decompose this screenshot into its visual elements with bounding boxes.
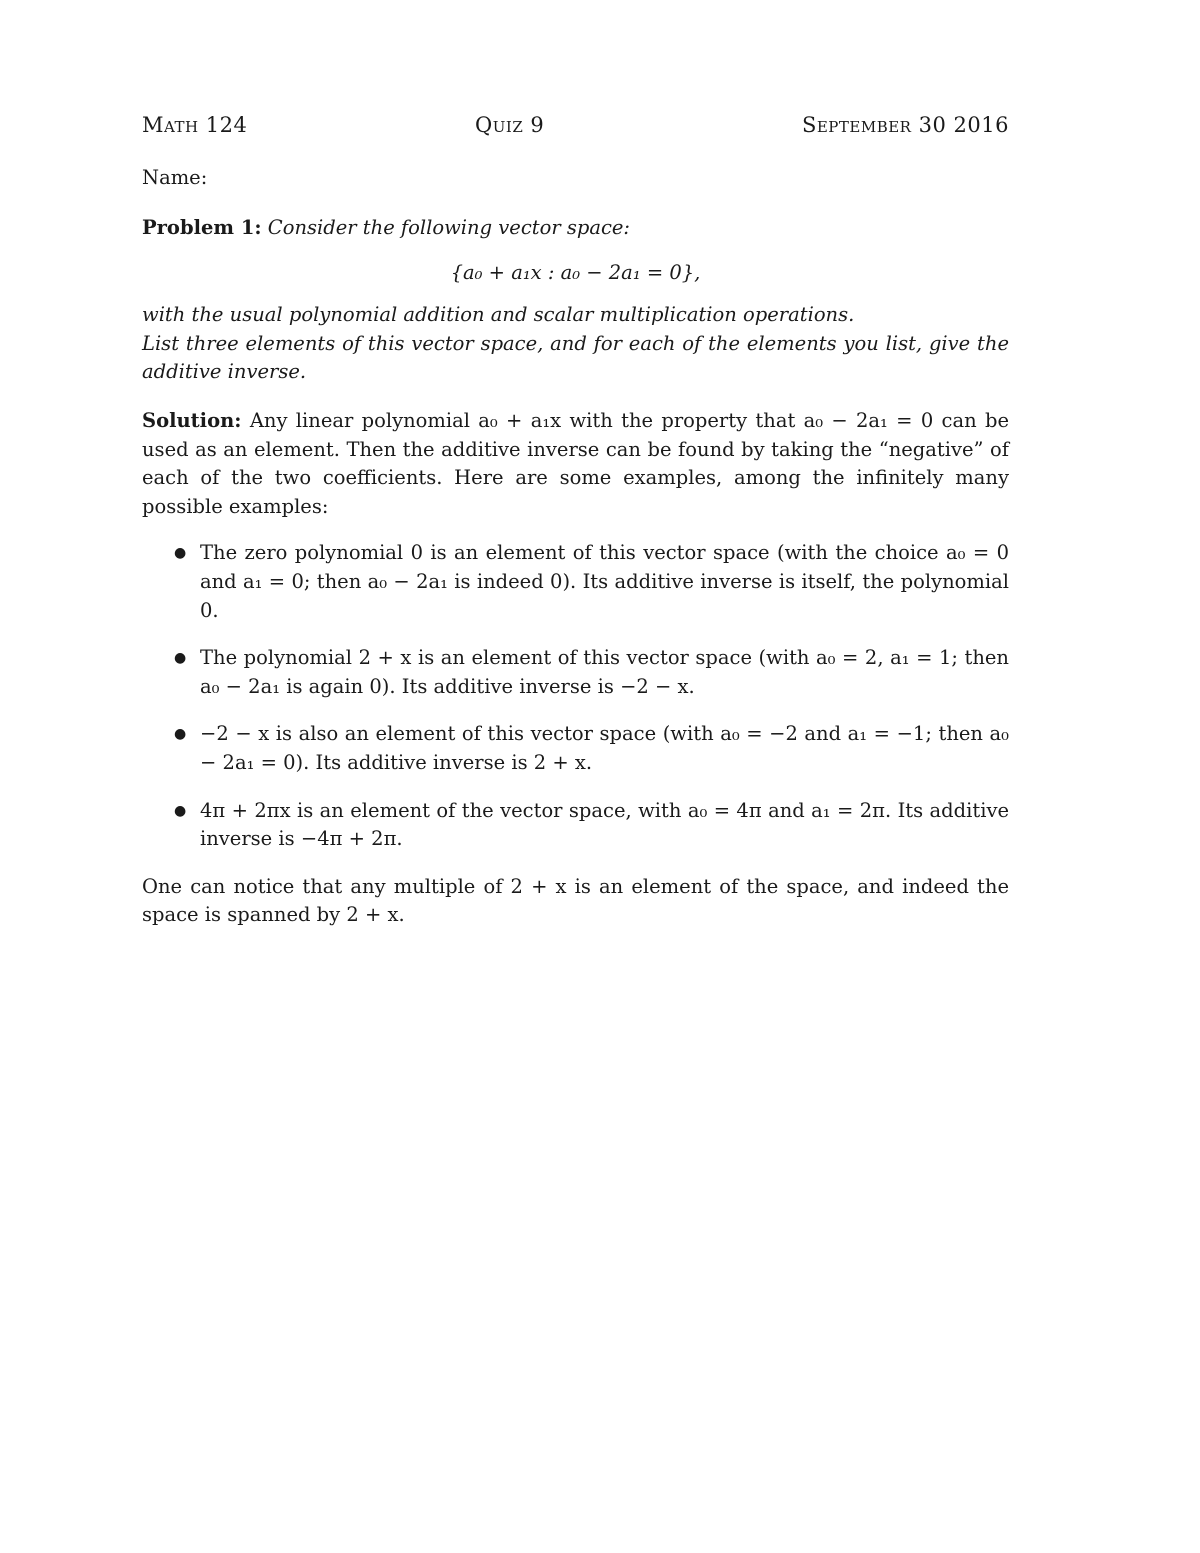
quiz-date: September 30 2016 (801, 112, 1009, 137)
course-title: Math 124 (142, 112, 248, 137)
problem-label: Problem 1: (142, 216, 262, 239)
list-item: ● The zero polynomial 0 is an element of this vector space (with the choice a₀ = 0 and a₁ = 0; then a₀ − 2a₁ is indeed 0). Its additive inverse is itself, the polynomial 0. (174, 541, 1009, 622)
problem-line-3: List three elements of this vector space, and for each of the elements you list, give the additive inverse. (142, 331, 1009, 384)
list-item: ● 4π + 2πx is an element of the vector space, with a₀ = 4π and a₁ = 2π. Its additive inverse is −4π + 2π. (174, 798, 1009, 851)
bullet-icon: ● (174, 545, 187, 562)
problem-line-2: with the usual polynomial addition and scalar multiplication operations. (142, 303, 855, 327)
bullet-icon: ● (174, 726, 187, 743)
problem-statement (142, 214, 1009, 243)
closing-paragraph: One can notice that any multiple of 2 + x is an element of the space, and indeed the space is spanned by 2 + x. (142, 874, 1009, 927)
problem-prompt: Consider the following vector space: (267, 216, 630, 239)
solution-text: Any linear polynomial a₀ + a₁x with the property that a₀ − 2a₁ = 0 can be used as an element. Then the additive inverse can be found by taking the “negative” of each of the two coefficients. Here are some examples, among the infinitely many possible examples: (142, 408, 1009, 518)
name-field-label: Name: (142, 166, 208, 189)
bullet-icon: ● (174, 802, 187, 819)
quiz-title: Quiz 9 (475, 112, 545, 137)
example-list (142, 539, 1009, 853)
quiz-page (142, 108, 1009, 930)
set-expression: {a₀ + a₁x : a₀ − 2a₁ = 0}, (450, 260, 701, 284)
page-header (142, 108, 1009, 142)
solution-paragraph (142, 407, 1009, 521)
list-item: ● The polynomial 2 + x is an element of this vector space (with a₀ = 2, a₁ = 1; then a₀ − 2a₁ is again 0). Its additive inverse is −2 − x. (174, 646, 1009, 698)
list-item: ● −2 − x is also an element of this vector space (with a₀ = −2 and a₁ = −1; then a₀ − 2a₁ = 0). Its additive inverse is 2 + x. (174, 722, 1009, 774)
bullet-icon: ● (174, 650, 187, 667)
solution-label: Solution: (142, 408, 242, 432)
